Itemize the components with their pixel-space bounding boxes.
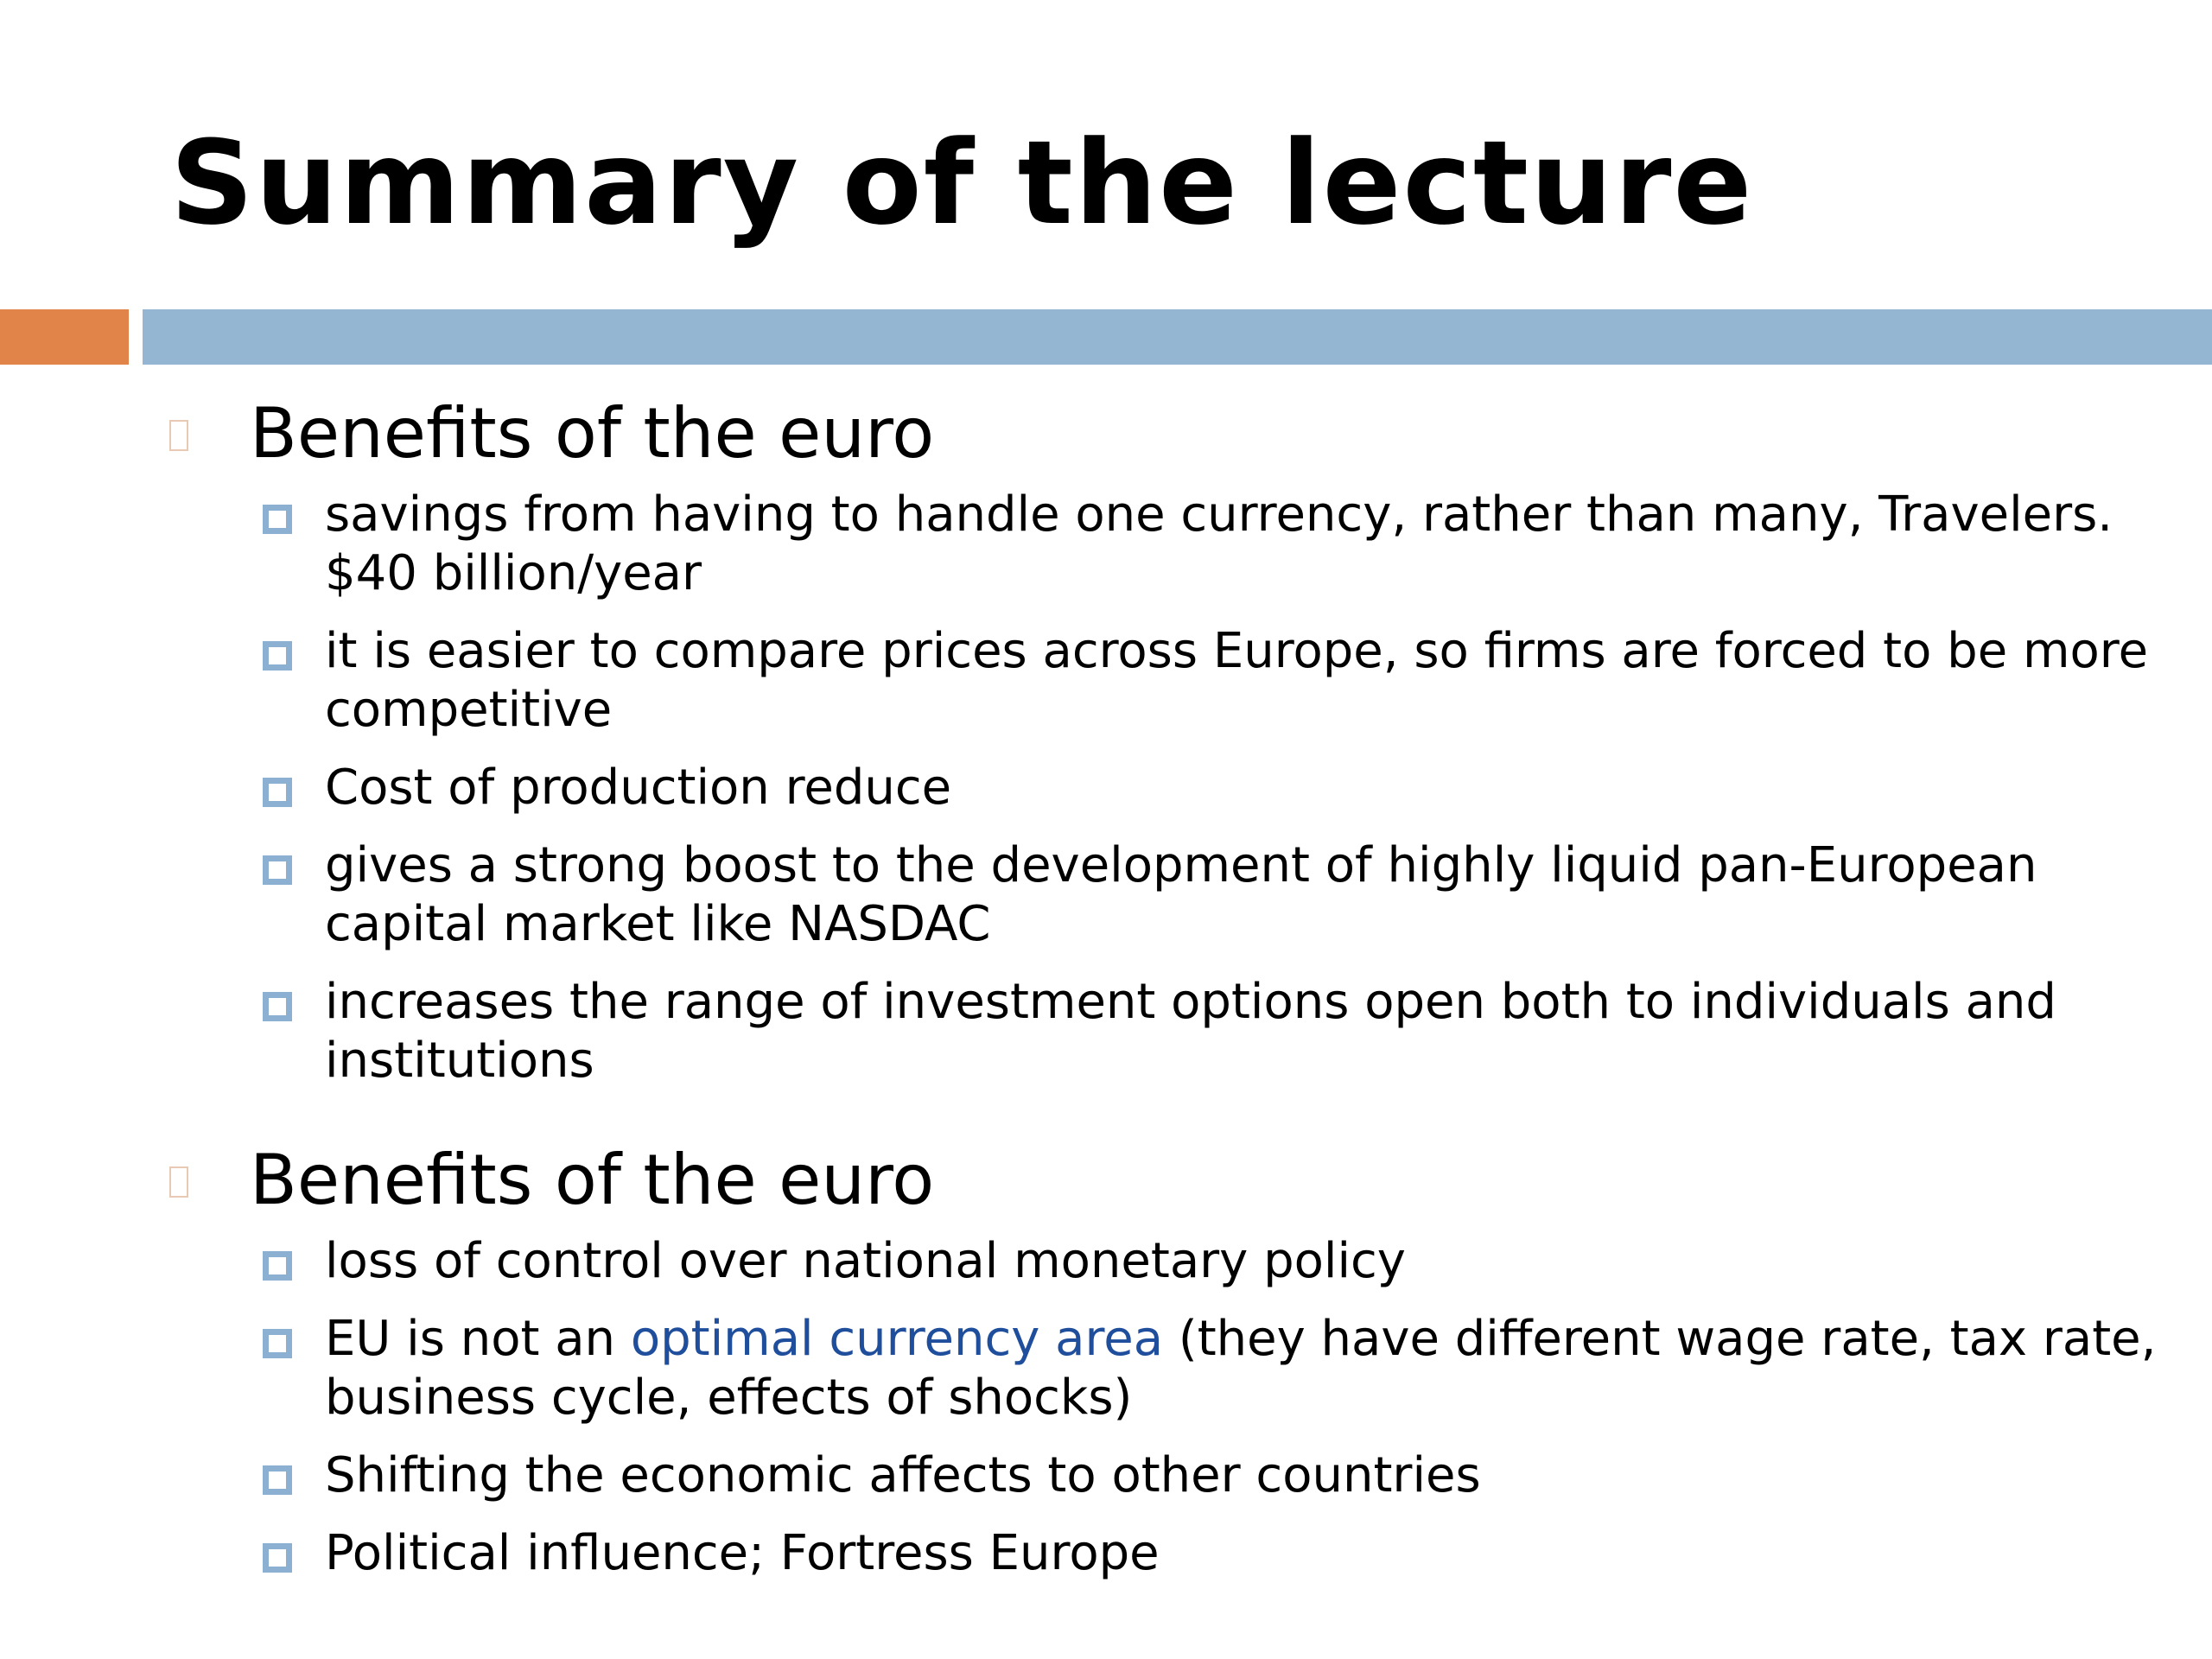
- list-item: [0, 1446, 2212, 1505]
- square-bullet-icon: [169, 1166, 188, 1198]
- accent-bar-blue: [143, 309, 2212, 365]
- bullet-list: [0, 486, 2212, 1090]
- section-benefits: [0, 391, 2212, 1109]
- square-bullet-icon: [263, 855, 292, 885]
- square-bullet-icon: [263, 505, 292, 534]
- optimal-currency-area-link[interactable]: optimal currency area: [630, 1311, 1164, 1367]
- list-item-text-after: (they have different wage rate, tax rate, business cycle, effects of shocks): [325, 1311, 2157, 1426]
- list-item: [0, 622, 2212, 740]
- list-item: [0, 759, 2212, 817]
- section-heading: Benefits of the euro: [250, 393, 935, 474]
- square-bullet-icon: [263, 641, 292, 671]
- square-bullet-icon: [169, 420, 188, 451]
- list-item-text: savings from having to handle one currency, rather than many, Travelers. $40 billion/year: [325, 486, 2113, 601]
- list-item-text: Cost of production reduce: [325, 760, 952, 816]
- list-item: [0, 1310, 2212, 1427]
- square-bullet-icon: [263, 1251, 292, 1281]
- square-bullet-icon: [263, 778, 292, 807]
- accent-bar-orange: [0, 309, 129, 365]
- list-item-text: it is easier to compare prices across Europe, so firms are forced to be more competitive: [325, 623, 2149, 738]
- section-header: [0, 1137, 2212, 1232]
- list-item-text: loss of control over national monetary policy: [325, 1233, 1406, 1289]
- list-item-text: increases the range of investment options open both to individuals and institutions: [325, 974, 2056, 1089]
- list-item: [0, 1232, 2212, 1291]
- list-item: [0, 486, 2212, 603]
- list-item-text: gives a strong boost to the development of highly liquid pan-European capital market like NASDAC: [325, 837, 2037, 952]
- list-item-text: Shifting the economic affects to other countries: [325, 1447, 1481, 1503]
- section-costs: [0, 1137, 2212, 1602]
- square-bullet-icon: [263, 1465, 292, 1495]
- list-item-text: Political influence; Fortress Europe: [325, 1525, 1160, 1581]
- bullet-list: [0, 1232, 2212, 1583]
- list-item-text-before: EU is not an: [325, 1311, 631, 1367]
- section-heading: Benefits of the euro: [250, 1140, 935, 1220]
- section-header: [0, 391, 2212, 486]
- list-item: [0, 1524, 2212, 1583]
- square-bullet-icon: [263, 1329, 292, 1358]
- list-item-text: [325, 1310, 2160, 1427]
- square-bullet-icon: [263, 1543, 292, 1573]
- square-bullet-icon: [263, 992, 292, 1021]
- list-item: [0, 973, 2212, 1090]
- slide-title: Summary of the lecture: [170, 116, 1754, 251]
- list-item: [0, 836, 2212, 954]
